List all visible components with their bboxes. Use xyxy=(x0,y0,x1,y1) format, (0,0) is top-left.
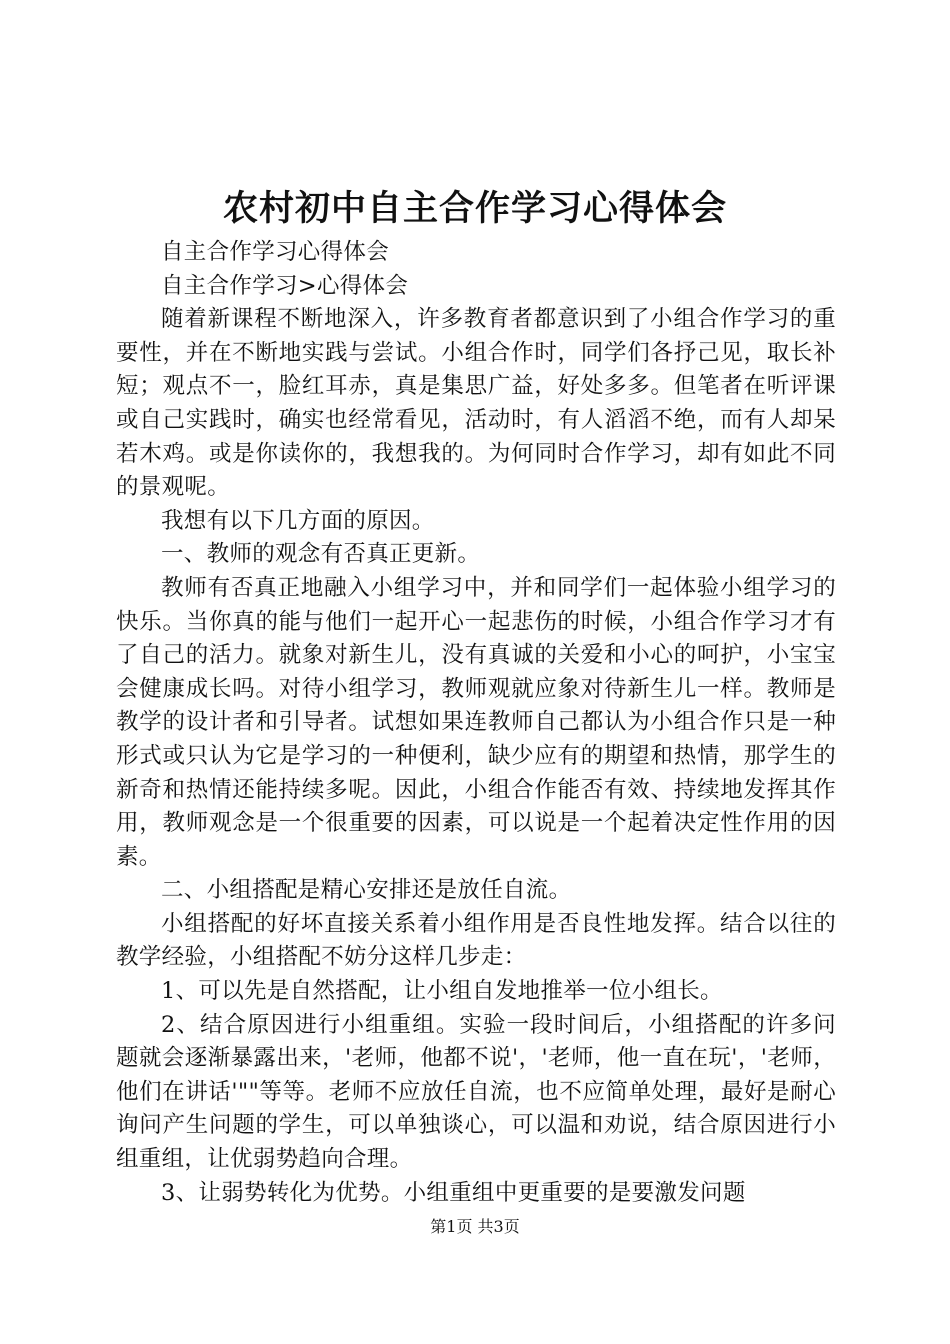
paragraph: 教师有否真正地融入小组学习中，并和同学们一起体验小组学习的快乐。当你真的能与他们一起开心一起悲伤的时候，小组合作学习才有了自己的活力。就象对新生儿，没有真诚的关爱和小心的呵护，小宝宝会健康成长吗。对待小组学习，教师观就应象对待新生儿一样。教师是教学的设计者和引导者。试想如果连教师自己都认为小组合作只是一种形式或只认为它是学习的一种便利，缺少应有的期望和热情，那学生的新奇和热情还能持续多呢。因此，小组合作能否有效、持续地发挥其作用，教师观念是一个很重要的因素，可以说是一个起着决定性作用的因素。 xyxy=(116,574,836,870)
paragraph: 我想有以下几方面的原因。 xyxy=(161,507,435,534)
list-item: 1、可以先是自然搭配，让小组自发地推举一位小组长。 xyxy=(161,978,723,1005)
paragraph: 小组搭配的好坏直接关系着小组作用是否良性地发挥。结合以往的教学经验，小组搭配不妨分这样几步走： xyxy=(116,910,836,971)
section-heading: 一、教师的观念有否真正更新。 xyxy=(161,541,481,568)
list-item: 3、让弱势转化为优势。小组重组中更重要的是要激发问题 xyxy=(161,1179,746,1206)
page-number-footer: 第1页 共3页 xyxy=(430,1217,520,1236)
paragraph: 随着新课程不断地深入，许多教育者都意识到了小组合作学习的重要性，并在不断地实践与尝试。小组合作时，同学们各抒己见，取长补短；观点不一，脸红耳赤，真是集思广益，好处多多。但笔者在听评课或自己实践时，确实也经常看见，活动时，有人滔滔不绝，而有人却呆若木鸡。或是你读你的，我想我的。为何同时合作学习，却有如此不同的景观呢。 xyxy=(116,306,836,501)
section-heading: 二、小组搭配是精心安排还是放任自流。 xyxy=(161,877,572,904)
paragraph: 自主合作学习心得体会 xyxy=(161,239,390,265)
document-title: 农村初中自主合作学习心得体会 xyxy=(222,188,727,229)
document-body xyxy=(116,236,836,1210)
list-item: 2、结合原因进行小组重组。实验一段时间后，小组搭配的许多问题就会逐渐暴露出来，'老师，他都不说'，'老师，他一直在玩'，'老师，他们在讲话'""等等。老师不应放任自流，也不应简单处理，最好是耐心询问产生问题的学生，可以单独谈心，可以温和劝说，结合原因进行小组重组，让优弱势趋向合理。 xyxy=(116,1011,836,1173)
paragraph: 自主合作学习>心得体会 xyxy=(161,272,409,299)
